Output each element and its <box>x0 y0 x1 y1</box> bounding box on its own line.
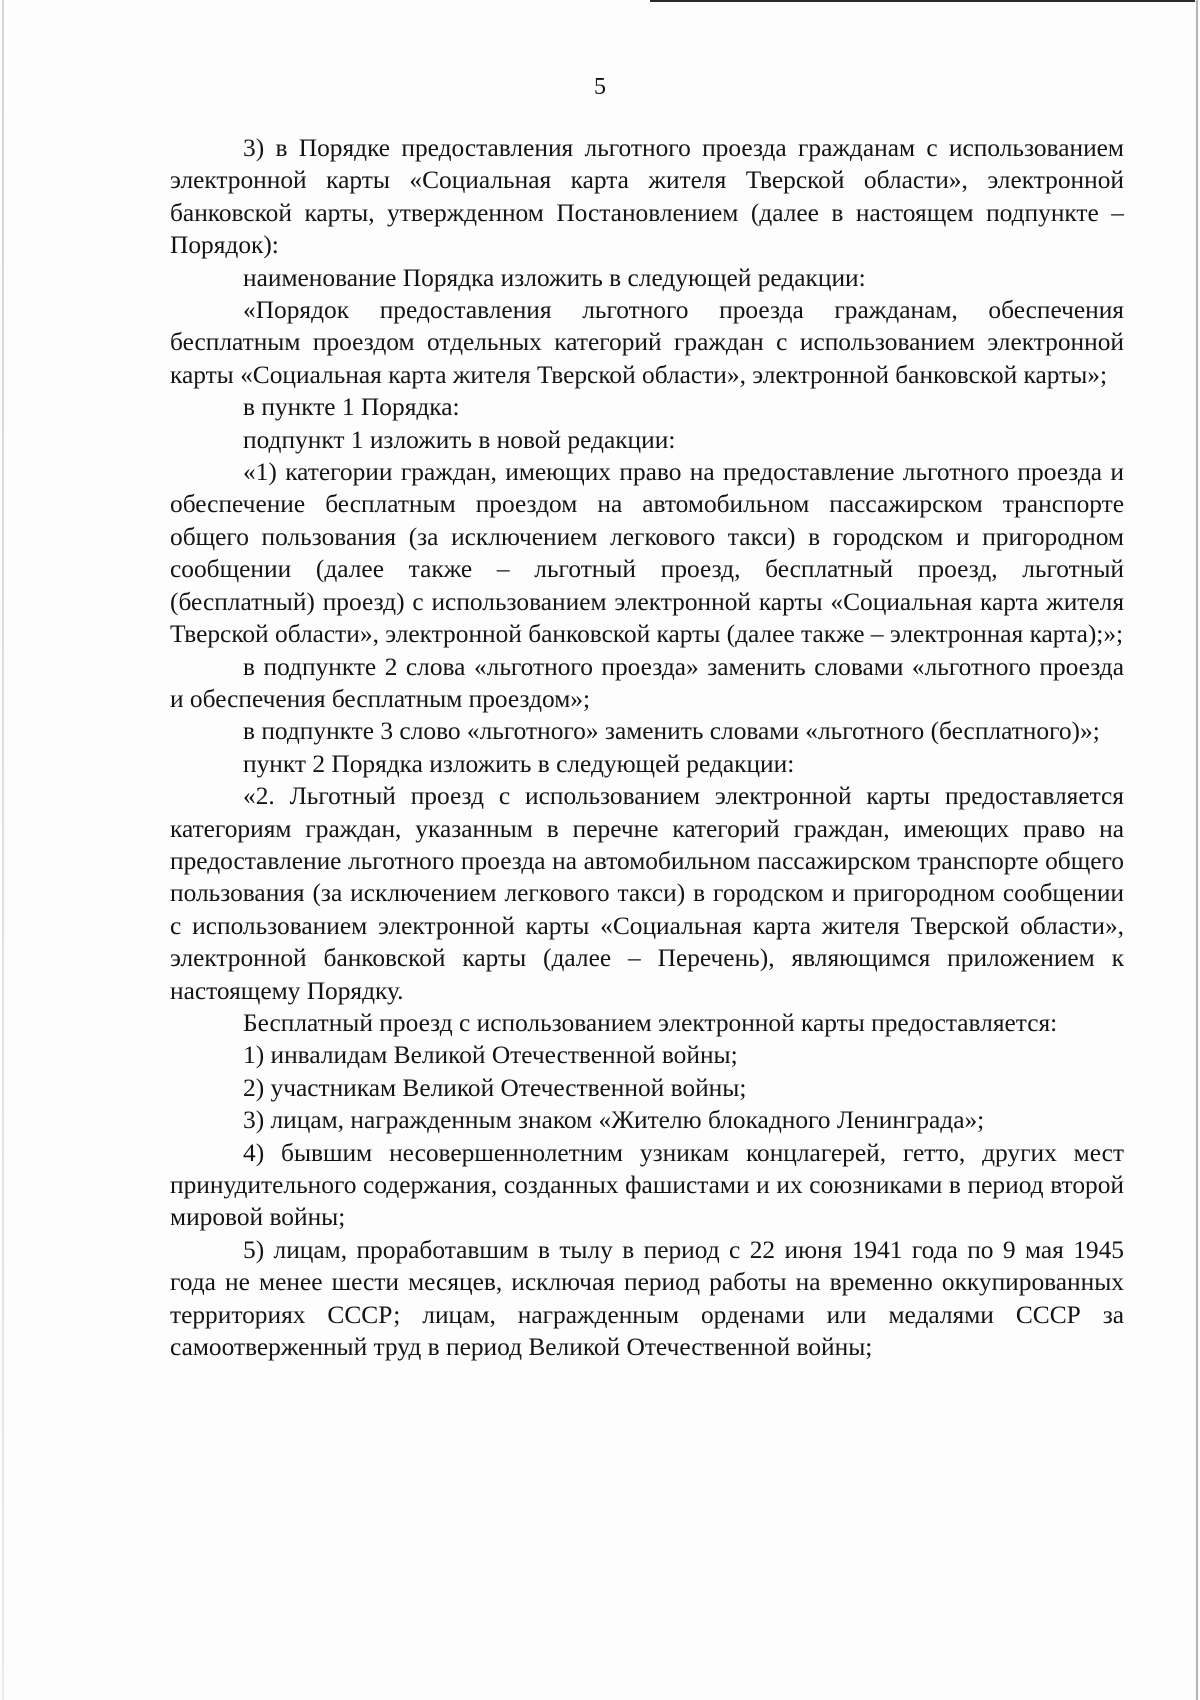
list-item: 1) инвалидам Великой Отечественной войны; <box>243 1041 738 1070</box>
scan-edge-right <box>1196 0 1198 1700</box>
paragraph: пункт 2 Порядка изложить в следующей редакции: <box>243 749 795 778</box>
paragraph: в пункте 1 Порядка: <box>243 393 460 422</box>
paragraph: «1) категории граждан, имеющих право на предоставление льготного проезда и обеспечение бесплатным проездом на автомобильном пассажирском транспорте общего пользования (за исключением легкового такси) в городском и пригородном сообщении (далее также – льготный проезд, бесплатный проезд, льготный (бесплатный) проезд) с использованием электронной карты «Социальная карта жителя Тверской области», электронной банковской карты (далее также – электронная карта);»; <box>170 458 1124 649</box>
paragraph: 3) в Порядке предоставления льготного проезда гражданам с использованием электронной карты «Социальная карта жителя Тверской области», электронной банковской карты, утвержденном Постановлением (далее в настоящем подпункте – Порядок): <box>170 134 1124 260</box>
scan-border-line <box>650 0 1195 2</box>
paragraph: в подпункте 2 слова «льготного проезда» заменить словами «льготного проезда и обеспечения бесплатным проездом»; <box>170 652 1124 713</box>
scan-edge-left <box>2 0 4 1700</box>
page-number: 5 <box>594 74 606 100</box>
paragraph: «Порядок предоставления льготного проезда гражданам, обеспечения бесплатным проездом отдельных категорий граждан с использованием электронной карты «Социальная карта жителя Тверской области», электронной банковской карты»; <box>170 296 1124 389</box>
list-item: 2) участникам Великой Отечественной войны; <box>243 1073 747 1102</box>
paragraph: «2. Льготный проезд с использованием электронной карты предоставляется категориям граждан, указанным в перечне категорий граждан, имеющих право на предоставление льготного проезда на автомобильном пассажирском транспорте общего пользования (за исключением легкового такси) в городском и пригородном сообщении с использованием электронной карты «Социальная карта жителя Тверской области», электронной банковской карты (далее – Перечень), являющимся приложением к настоящему Порядку. <box>170 782 1124 1005</box>
list-item: 4) бывшим несовершеннолетним узникам концлагерей, гетто, других мест принудительного содержания, созданных фашистами и их союзниками в период второй мировой войны; <box>170 1138 1124 1232</box>
list-item: 5) лицам, проработавшим в тылу в период с 22 июня 1941 года по 9 мая 1945 года не менее шести месяцев, исключая период работы на временно оккупированных территориях СССР; лицам, награжденным орденами или медалями СССР за самоотверженный труд в период Великой Отечественной войны; <box>170 1235 1124 1362</box>
document-body <box>170 132 1124 1363</box>
list-item: 3) лицам, награжденным знаком «Жителю блокадного Ленинграда»; <box>243 1106 985 1135</box>
paragraph: Бесплатный проезд с использованием электронной карты предоставляется: <box>243 1008 1058 1037</box>
paragraph: наименование Порядка изложить в следующей редакции: <box>243 263 866 292</box>
paragraph: в подпункте 3 слово «льготного» заменить словами «льготного (бесплатного)»; <box>243 717 1100 746</box>
paragraph: подпункт 1 изложить в новой редакции: <box>243 425 676 454</box>
